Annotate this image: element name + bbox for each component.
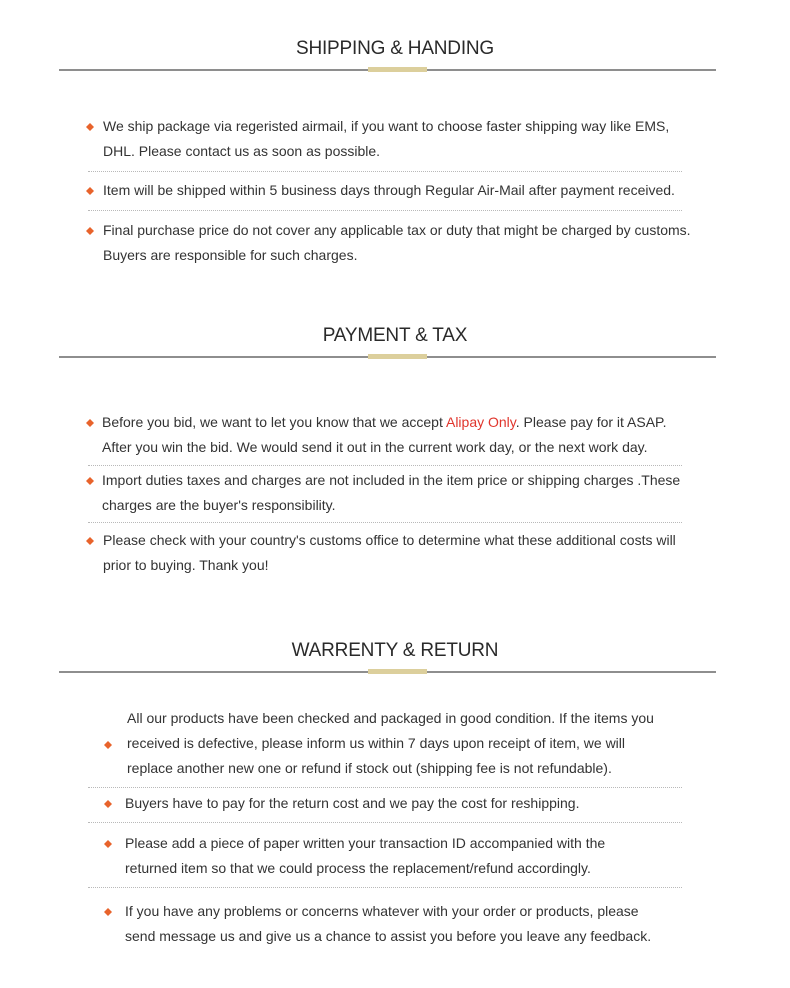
- diamond-bullet-icon: [86, 477, 94, 485]
- payment-item-1: [102, 410, 692, 460]
- payment-item-1-text: Before you bid, we want to let you know that we accept: [102, 414, 446, 430]
- item-divider: [88, 787, 682, 788]
- shipping-title: SHIPPING & HANDING: [295, 38, 495, 59]
- item-divider: [88, 822, 682, 823]
- warranty-accent-bar: [368, 669, 427, 674]
- alipay-only-highlight: Alipay Only: [445, 414, 516, 430]
- payment-accent-bar: [368, 354, 427, 359]
- payment-title: PAYMENT & TAX: [322, 325, 468, 346]
- diamond-bullet-icon: [86, 419, 94, 427]
- item-divider: [88, 210, 682, 211]
- shipping-item-2: Item will be shipped within 5 business days through Regular Air-Mail after payment received.: [103, 182, 675, 198]
- diamond-bullet-icon: [86, 187, 94, 195]
- diamond-bullet-icon: [104, 840, 112, 848]
- shipping-accent-bar: [368, 67, 427, 72]
- diamond-bullet-icon: [104, 741, 112, 749]
- payment-item-1-text-end: . Please pay for it ASAP. After you win the bid. We would send it out in the current work day, or the next work day.: [102, 414, 667, 455]
- warranty-item-4: If you have any problems or concerns whatever with your order or products, please send message us and give us a chance to assist you before you leave any feedback.: [125, 903, 652, 944]
- diamond-bullet-icon: [104, 908, 112, 916]
- payment-item-2: Import duties taxes and charges are not included in the item price or shipping charges .These charges are the buyer's responsibility.: [102, 472, 681, 513]
- diamond-bullet-icon: [86, 537, 94, 545]
- payment-item-3: Please check with your country's customs office to determine what these additional costs will prior to buying. Thank you!: [103, 532, 676, 573]
- diamond-bullet-icon: [86, 227, 94, 235]
- warranty-item-1: All our products have been checked and packaged in good condition. If the items you received is defective, please inform us within 7 days upon receipt of item, we will replace another new one or refund if stock out (shipping fee is not refundable).: [127, 710, 654, 776]
- warranty-item-2: Buyers have to pay for the return cost and we pay the cost for reshipping.: [125, 795, 580, 811]
- item-divider: [88, 887, 682, 888]
- item-divider: [88, 465, 682, 466]
- item-divider: [88, 522, 682, 523]
- item-divider: [88, 171, 682, 172]
- warranty-item-3: Please add a piece of paper written your transaction ID accompanied with the returned item so that we could process the replacement/refund accordingly.: [125, 835, 606, 876]
- shipping-item-3: Final purchase price do not cover any applicable tax or duty that might be charged by customs. Buyers are responsible for such charges.: [103, 222, 691, 263]
- diamond-bullet-icon: [86, 123, 94, 131]
- shipping-item-1: We ship package via regeristed airmail, if you want to choose faster shipping way like EMS, DHL. Please contact us as soon as possible.: [103, 118, 670, 159]
- warranty-title: WARRENTY & RETURN: [291, 640, 499, 661]
- diamond-bullet-icon: [104, 800, 112, 808]
